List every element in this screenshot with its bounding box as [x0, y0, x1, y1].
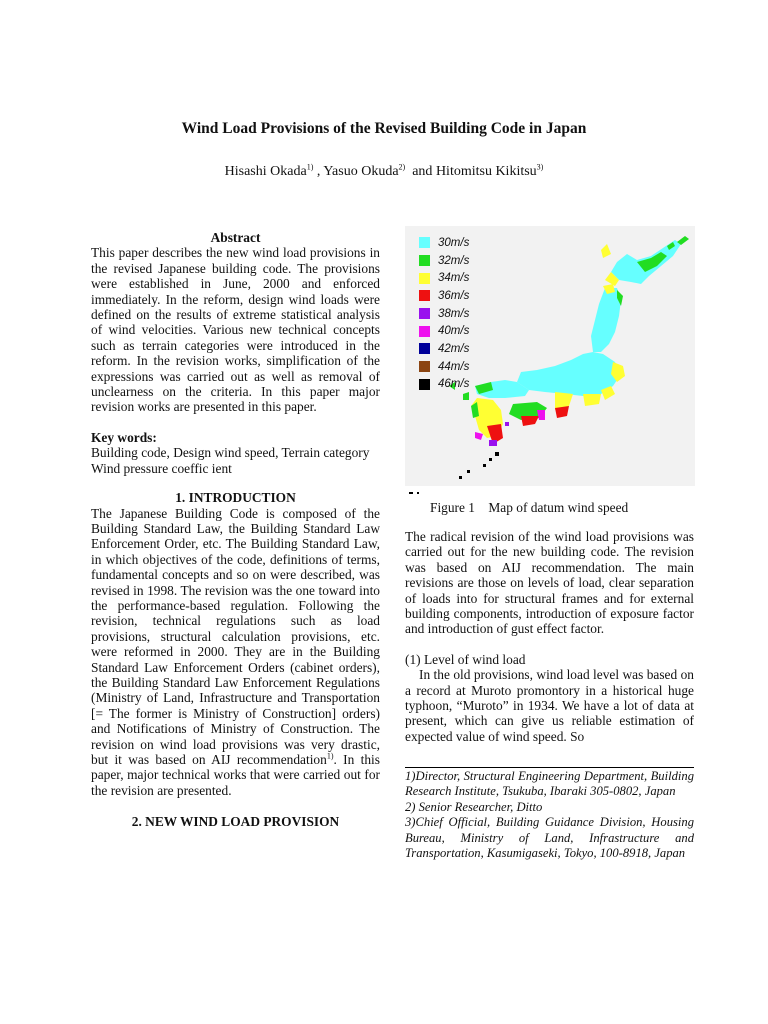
paper-title: Wind Load Provisions of the Revised Building Code in Japan [181, 120, 587, 137]
author-name: Yasuo Okuda [323, 164, 399, 179]
legend-label: 44m/s [438, 360, 470, 373]
figure-caption: Figure 1 Map of datum wind speed [430, 500, 629, 515]
author-separator: , [313, 164, 324, 179]
legend-label: 36m/s [438, 289, 470, 302]
legend-swatch [419, 255, 430, 266]
intro-text-part: . In this paper, major technical works that were carried out for the revision are presented. [91, 752, 380, 798]
intro-text [91, 506, 380, 799]
intro-text-part: The Japanese Building Code is composed of the Building Standard Law, the Building Standard Law Enforcement Order, etc. The Building Standard Law, in which objectives of the code, definitions of terms, fundamental concepts and so on were described, was revised in 1998. The revision was the one toward into the performance-based regulation. Following the revision, technical regulations such as load provisions, structural calculation provisions, etc. were reformed in 2000. They are in the Building Standard Law Enforcement Orders (cabinet orders), the Building Standard Law Enforcement Regulations (Ministry of Land, Infrastructure and Transportation [= The former is Ministry of Construction] orders) and Notifications of Ministry of Construction. The revision on wind load provisions was very drastic, but it was based on AIJ recommendation [91, 505, 380, 767]
ryukyu-island [459, 476, 462, 479]
legend-label: 34m/s [438, 272, 470, 285]
legend-swatch [419, 326, 430, 337]
keywords-heading: Key words: [91, 429, 157, 445]
yonaguni-island [417, 492, 419, 494]
author-affiliation-mark: 2) [398, 162, 406, 172]
legend-label: 40m/s [438, 325, 470, 338]
ryukyu-island [489, 458, 492, 461]
legend-item [419, 269, 469, 287]
subsection-heading: (1) Level of wind load [405, 651, 526, 667]
wind-speed-legend [419, 234, 469, 393]
author-affiliation-mark: 3) [536, 162, 544, 172]
author-line [0, 164, 768, 180]
footnote: 3)Chief Official, Building Guidance Division, Housing Bureau, Ministry of Land, Infrastructure and Transportation, Kasumigaseki, Tokyo, 100-8918, Japan [405, 815, 694, 861]
reference-mark: 1) [326, 751, 334, 761]
legend-item [419, 287, 469, 305]
section2-heading: 2. NEW WIND LOAD PROVISION [131, 814, 340, 830]
abstract-text: This paper describes the new wind load provisions in the revised Japanese building code. The provisions were established in June, 2000 and enforced immediately. In the reform, design wind loads were defined on the results of extreme statistical analysis of wind velocities. Various new technical concepts such as terrain categories were introduced in the reform. In the revision works, simplification of the expressions was carried out as well as removal of unclearness on the criteria. In this paper major revision works are presented in this paper. [91, 245, 380, 415]
legend-swatch [419, 361, 430, 372]
ryukyu-island [495, 452, 499, 456]
legend-item [419, 358, 469, 376]
yonaguni-island [409, 492, 413, 494]
legend-label: 32m/s [438, 254, 470, 267]
legend-label: 42m/s [438, 342, 470, 355]
right-column [405, 529, 694, 744]
keywords-line: Wind pressure coeffic ient [91, 460, 232, 476]
legend-item [419, 340, 469, 358]
legend-swatch [419, 343, 430, 354]
legend-swatch [419, 290, 430, 301]
author-affiliation-mark: 1) [306, 162, 314, 172]
body-paragraph: In the old provisions, wind load level was based on a record at Muroto promontory in a historical huge typhoon, “Muroto” in 1934. We have a lot of data at present, which can give us reliable estimation of expected value of wind speed. So [405, 667, 694, 744]
legend-swatch [419, 273, 430, 284]
intro-heading: 1. INTRODUCTION [175, 490, 296, 506]
footnote: 1)Director, Structural Engineering Department, Building Research Institute, Tsukuba, Ibaraki 305-0802, Japan [405, 769, 694, 799]
author-name: Hitomitsu Kikitsu [435, 164, 537, 179]
body-paragraph: The radical revision of the wind load provisions was carried out for the new building code. The revision was based on AIJ recommendation. The main revisions are those on levels of load, clear separation of loads into for structural frames and for external building components, introduction of exposure factor and introduction of gust effect factor. [405, 529, 694, 637]
abstract-heading: Abstract [210, 230, 261, 245]
keywords-line: Building code, Design wind speed, Terrain category [91, 445, 370, 461]
author-separator: and [405, 164, 436, 179]
footnotes [405, 769, 694, 861]
footnote-rule [405, 767, 694, 768]
legend-label: 38m/s [438, 307, 470, 320]
footnote: 2) Senior Researcher, Ditto [405, 799, 543, 814]
legend-label: 46m/s [438, 378, 470, 391]
ryukyu-island [483, 464, 486, 467]
legend-swatch [419, 379, 430, 390]
legend-swatch [419, 237, 430, 248]
legend-item [419, 376, 469, 394]
author-name: Hisashi Okada [224, 164, 307, 179]
legend-item [419, 322, 469, 340]
ryukyu-island [467, 470, 470, 473]
legend-label: 30m/s [438, 236, 470, 249]
small-island [505, 422, 509, 426]
legend-item [419, 252, 469, 270]
legend-item [419, 305, 469, 323]
legend-item [419, 234, 469, 252]
osumi-tip [489, 440, 497, 446]
legend-swatch [419, 308, 430, 319]
left-column [91, 230, 380, 830]
